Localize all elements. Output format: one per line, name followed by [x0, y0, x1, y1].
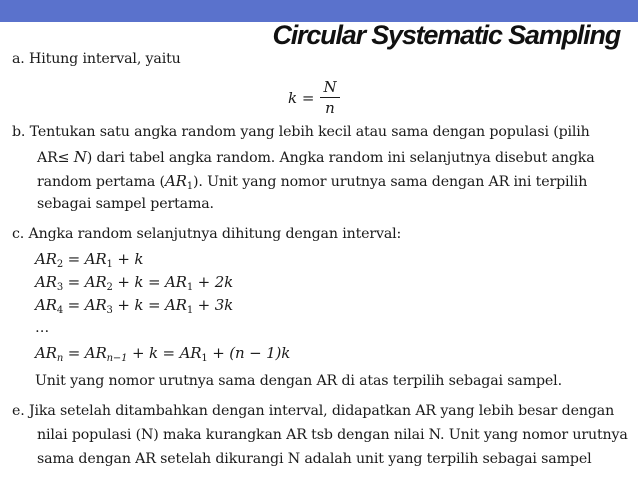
- eq-term: AR: [35, 273, 57, 291]
- interval-formula: [288, 78, 340, 117]
- equation-ar2: [35, 250, 143, 268]
- eq-sub: 3: [106, 305, 113, 316]
- eq-term: AR: [84, 250, 107, 268]
- eq-op: =: [63, 273, 85, 291]
- eq-term: AR: [165, 273, 187, 291]
- step-b-line3-var: [165, 172, 193, 190]
- eq-op: =: [63, 250, 85, 268]
- step-e-line1: e. Jika setelah ditambahkan dengan interval, didapatkan AR yang lebih besar dengan: [12, 403, 615, 419]
- step-b-line1: b. Tentukan satu angka random yang lebih kecil atau sama dengan populasi (pilih: [12, 124, 590, 140]
- eq-sub: n−1: [106, 353, 128, 364]
- eq-term: AR: [84, 273, 107, 291]
- equation-ar3: [35, 273, 233, 291]
- equation-ellipsis: …: [35, 320, 50, 336]
- eq-sub: 3: [56, 282, 64, 293]
- eq-tail: + 3k: [193, 296, 234, 314]
- step-b-line3-pre: random pertama (: [37, 174, 165, 190]
- step-b-line2-pre: AR≤: [37, 150, 74, 166]
- eq-sub: 1: [186, 305, 194, 316]
- eq-term: AR: [84, 296, 107, 314]
- eq-sub: 2: [106, 282, 113, 293]
- eq-tail: + (n − 1)k: [207, 344, 291, 362]
- eq-sub: n: [56, 353, 64, 364]
- eq-sub: 4: [56, 305, 64, 316]
- step-b-line3-post: ). Unit yang nomor urutnya sama dengan AR ini terpilih: [193, 174, 588, 190]
- step-e-line3: sama dengan AR setelah dikurangi N adalah unit yang terpilih sebagai sampel: [37, 451, 592, 467]
- eq-tail: + k: [112, 250, 144, 268]
- eq-term: AR: [179, 344, 202, 362]
- eq-term: AR: [35, 250, 57, 268]
- eq-sub: 1: [186, 282, 194, 293]
- eq-sub: 1: [201, 353, 208, 364]
- eq-op: =: [63, 344, 85, 362]
- eq-op: + k =: [112, 296, 165, 314]
- step-b-line3: [37, 172, 587, 190]
- eq-term: AR: [35, 296, 57, 314]
- eq-op: + k =: [127, 344, 180, 362]
- equation-ar4: [35, 296, 233, 314]
- step-e-line2: nilai populasi (N) maka kurangkan AR tsb dengan nilai N. Unit yang nomor urutnya: [37, 427, 628, 443]
- eq-sub: 1: [106, 259, 113, 270]
- step-b-line2-post: ) dari tabel angka random. Angka random ini selanjutnya disebut angka: [86, 150, 595, 166]
- formula-numerator: N: [320, 78, 339, 98]
- eq-term: AR: [84, 344, 107, 362]
- step-b-line2: [37, 148, 595, 166]
- step-c-note: Unit yang nomor urutnya sama dengan AR di atas terpilih sebagai sampel.: [35, 373, 562, 389]
- eq-sub: 2: [56, 259, 64, 270]
- eq-term: AR: [165, 296, 187, 314]
- formula-lhs: k =: [288, 88, 315, 107]
- ar-sub: 1: [186, 181, 193, 192]
- step-c-text: c. Angka random selanjutnya dihitung dengan interval:: [12, 226, 402, 242]
- slide-title: Circular Systematic Sampling: [272, 20, 620, 50]
- step-b-line4: sebagai sampel pertama.: [37, 196, 214, 212]
- eq-op: + k =: [112, 273, 165, 291]
- eq-term: AR: [35, 344, 57, 362]
- eq-tail: + 2k: [193, 273, 234, 291]
- step-a-text: a. Hitung interval, yaitu: [12, 51, 181, 67]
- formula-denominator: n: [325, 99, 335, 117]
- step-b-line2-var: N: [73, 148, 87, 166]
- top-accent-bar: [0, 0, 638, 22]
- ar-var: AR: [164, 172, 187, 190]
- equation-arn: [35, 344, 290, 362]
- eq-op: =: [63, 296, 85, 314]
